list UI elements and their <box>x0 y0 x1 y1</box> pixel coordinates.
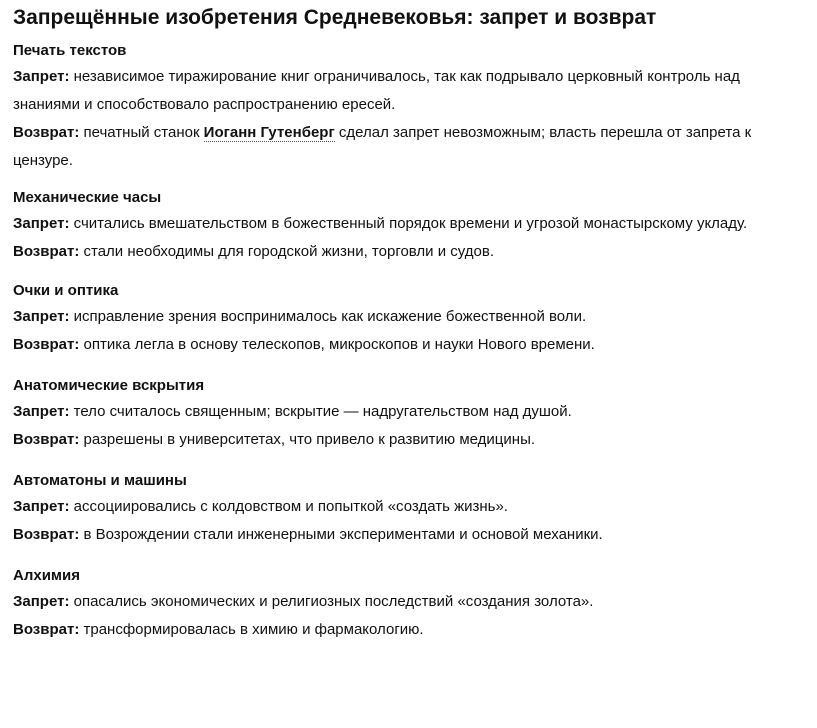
return-text: в Возрождении стали инженерными экспериментами и основой механики. <box>79 526 603 543</box>
section-heading: Очки и оптика <box>13 282 119 299</box>
return-line <box>13 238 803 266</box>
return-label: Возврат: <box>13 243 80 260</box>
ban-label: Запрет: <box>13 68 70 85</box>
return-line <box>13 426 803 454</box>
ban-line <box>13 493 803 521</box>
ban-line <box>13 210 803 238</box>
return-text: трансформировалась в химию и фармакологию. <box>79 621 424 638</box>
return-label: Возврат: <box>13 621 80 638</box>
person-link[interactable]: Иоганн Гутенберг <box>203 124 335 141</box>
ban-text: исправление зрения воспринималось как искажение божественной воли. <box>69 308 587 325</box>
document <box>13 0 803 644</box>
return-label: Возврат: <box>13 124 80 141</box>
ban-text: независимое тиражирование книг ограничивалось, так как подрывало церковный контроль над знаниями и способствовало распространению ересей. <box>13 68 740 113</box>
section-heading: Печать текстов <box>13 42 127 59</box>
section-heading: Алхимия <box>13 567 80 584</box>
section-heading: Автоматоны и машины <box>13 472 187 489</box>
return-text: стали необходимы для городской жизни, торговли и судов. <box>79 243 495 260</box>
return-label: Возврат: <box>13 336 80 353</box>
ban-label: Запрет: <box>13 403 70 420</box>
section-automatons <box>13 471 803 549</box>
return-label: Возврат: <box>13 526 80 543</box>
ban-text: ассоциировались с колдовством и попыткой «создать жизнь». <box>69 498 508 515</box>
return-text: разрешены в университетах, что привело к развитию медицины. <box>79 431 536 448</box>
ban-line <box>13 398 803 426</box>
return-text-after: сделал запрет невозможным; власть перешла от запрета к цензуре. <box>13 124 752 169</box>
return-label: Возврат: <box>13 431 80 448</box>
section-alchemy <box>13 566 803 644</box>
return-line <box>13 119 803 175</box>
return-line <box>13 331 803 359</box>
ban-text: считались вмешательством в божественный порядок времени и угрозой монастырскому укладу. <box>69 215 748 232</box>
ban-text: тело считалось священным; вскрытие — надругательством над душой. <box>69 403 572 420</box>
section-printing <box>13 41 803 175</box>
ban-text: опасались экономических и религиозных последствий «создания золота». <box>69 593 594 610</box>
page-title: Запрещённые изобретения Средневековья: запрет и возврат <box>13 6 657 29</box>
ban-label: Запрет: <box>13 593 70 610</box>
section-anatomy <box>13 376 803 454</box>
ban-label: Запрет: <box>13 215 70 232</box>
ban-line <box>13 588 803 616</box>
ban-line <box>13 63 803 119</box>
return-line <box>13 616 803 644</box>
ban-label: Запрет: <box>13 498 70 515</box>
return-line <box>13 521 803 549</box>
section-optics <box>13 281 803 359</box>
return-text-before: печатный станок <box>79 124 204 141</box>
ban-line <box>13 303 803 331</box>
section-heading: Анатомические вскрытия <box>13 377 205 394</box>
section-clocks <box>13 188 803 266</box>
return-text: оптика легла в основу телескопов, микроскопов и науки Нового времени. <box>79 336 595 353</box>
section-heading: Механические часы <box>13 189 162 206</box>
ban-label: Запрет: <box>13 308 70 325</box>
